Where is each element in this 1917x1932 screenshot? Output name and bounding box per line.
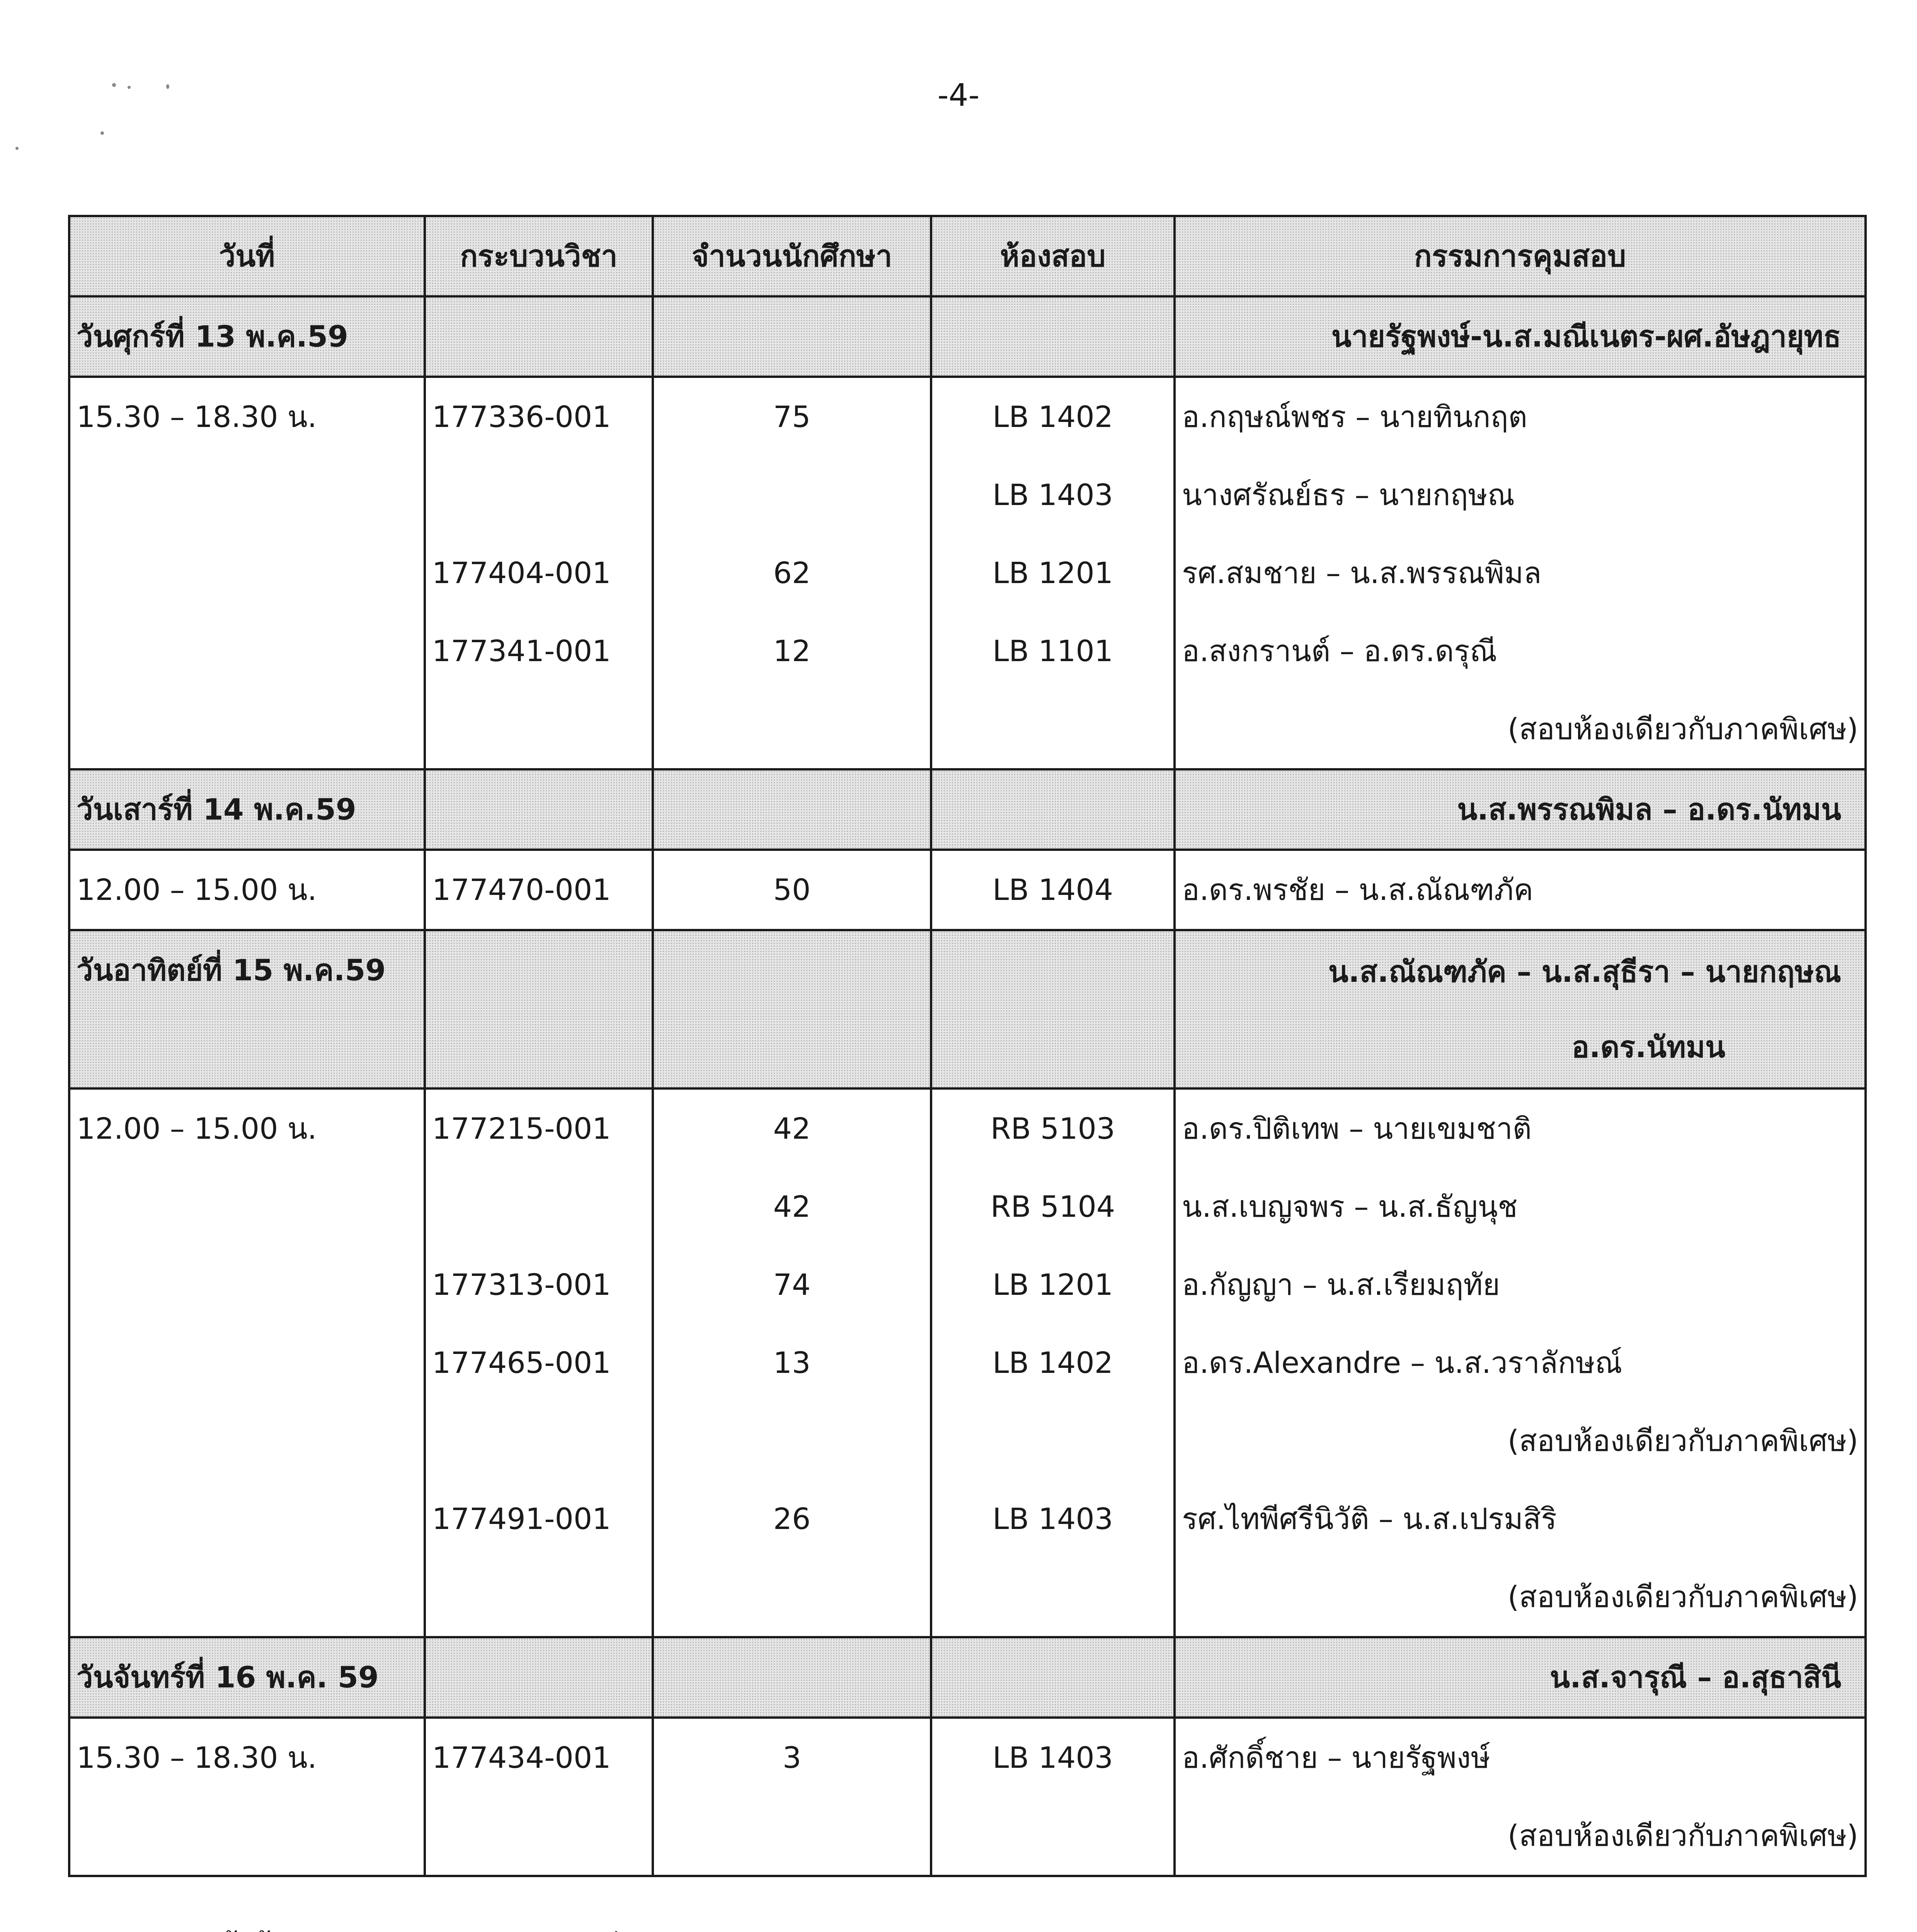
header-students: จำนวนนักศึกษา <box>653 216 931 296</box>
proctors: อ.ดร.Alexandre – น.ส.วราลักษณ์ <box>1175 1324 1866 1402</box>
header-date: วันที่ <box>69 216 425 296</box>
course-code <box>425 1168 653 1246</box>
exam-time: 12.00 – 15.00 น. <box>69 850 425 930</box>
day-label: วันศุกร์ที่ 13 พ.ค.59 <box>69 296 425 377</box>
table-row <box>69 850 1866 930</box>
student-count: 62 <box>653 534 931 612</box>
shared-room-note: (สอบห้องเดียวกับภาคพิเศษ) <box>1175 1402 1866 1480</box>
day-committee-line1: น.ส.ณัณฑภัค – น.ส.สุธีรา – นายกฤษณ <box>1328 954 1841 989</box>
day-row <box>69 1637 1866 1718</box>
day-committee: นายรัฐพงษ์-น.ส.มณีเนตร-ผศ.อัษฎายุทธ <box>1175 296 1866 377</box>
table-row <box>69 456 1866 534</box>
table-row <box>69 612 1866 690</box>
student-count: 26 <box>653 1480 931 1558</box>
student-count: 3 <box>653 1718 931 1797</box>
exam-time <box>69 1246 425 1324</box>
scan-speck <box>128 86 131 89</box>
table-row <box>69 1402 1866 1480</box>
proctors: น.ส.เบญจพร – น.ส.ธัญนุช <box>1175 1168 1866 1246</box>
day-row <box>69 769 1866 850</box>
exam-room: LB 1201 <box>931 1246 1175 1324</box>
table-header-row <box>69 216 1866 296</box>
exam-time <box>69 1324 425 1402</box>
header-room: ห้องสอบ <box>931 216 1175 296</box>
course-code: 177465-001 <box>425 1324 653 1402</box>
scan-speck <box>166 84 169 89</box>
table-row <box>69 1246 1866 1324</box>
exam-schedule-table <box>68 215 1867 1877</box>
student-count: 12 <box>653 612 931 690</box>
day-row <box>69 930 1866 1088</box>
exam-room: LB 1403 <box>931 1718 1175 1797</box>
proctors: นางศรัณย์ธร – นายกฤษณ <box>1175 456 1866 534</box>
scan-speck <box>100 131 104 135</box>
exam-time <box>69 1168 425 1246</box>
exam-room: LB 1101 <box>931 612 1175 690</box>
exam-time: 15.30 – 18.30 น. <box>69 1718 425 1797</box>
exam-room: RB 5103 <box>931 1088 1175 1168</box>
student-count: 75 <box>653 377 931 456</box>
proctors: อ.กฤษณ์พชร – นายทินกฤต <box>1175 377 1866 456</box>
table-row <box>69 1718 1866 1797</box>
shared-room-note: (สอบห้องเดียวกับภาคพิเศษ) <box>1175 1797 1866 1876</box>
exam-time <box>69 612 425 690</box>
day-committee-line2: อ.ดร.นัทมน <box>1571 1030 1725 1064</box>
course-code: 177470-001 <box>425 850 653 930</box>
exam-time: 15.30 – 18.30 น. <box>69 377 425 456</box>
day-label: วันอาทิตย์ที่ 15 พ.ค.59 <box>69 930 425 1088</box>
student-count: 42 <box>653 1088 931 1168</box>
course-code: 177313-001 <box>425 1246 653 1324</box>
table-row <box>69 1168 1866 1246</box>
table-row <box>69 1558 1866 1637</box>
course-code <box>425 456 653 534</box>
scan-speck <box>112 83 116 87</box>
exam-time: 12.00 – 15.00 น. <box>69 1088 425 1168</box>
student-count: 50 <box>653 850 931 930</box>
exam-room: LB 1403 <box>931 1480 1175 1558</box>
table-row <box>69 690 1866 769</box>
proctors: อ.ดร.พรชัย – น.ส.ณัณฑภัค <box>1175 850 1866 930</box>
student-count: 74 <box>653 1246 931 1324</box>
exam-room: LB 1403 <box>931 456 1175 534</box>
table-row <box>69 1480 1866 1558</box>
table-row <box>69 534 1866 612</box>
day-label: วันเสาร์ที่ 14 พ.ค.59 <box>69 769 425 850</box>
day-label: วันจันทร์ที่ 16 พ.ค. 59 <box>69 1637 425 1718</box>
day-committee <box>1175 930 1866 1088</box>
course-code: 177491-001 <box>425 1480 653 1558</box>
day-row <box>69 296 1866 377</box>
student-count: 13 <box>653 1324 931 1402</box>
header-proctors: กรรมการคุมสอบ <box>1175 216 1866 296</box>
exam-room: LB 1201 <box>931 534 1175 612</box>
course-code: 177434-001 <box>425 1718 653 1797</box>
table-row <box>69 377 1866 456</box>
exam-room: LB 1402 <box>931 377 1175 456</box>
student-count: 42 <box>653 1168 931 1246</box>
shared-room-note: (สอบห้องเดียวกับภาคพิเศษ) <box>1175 1558 1866 1637</box>
proctors: อ.ดร.ปิติเทพ – นายเขมชาติ <box>1175 1088 1866 1168</box>
exam-room: RB 5104 <box>931 1168 1175 1246</box>
table-row <box>69 1797 1866 1876</box>
course-code: 177404-001 <box>425 534 653 612</box>
exam-time <box>69 1480 425 1558</box>
course-code: 177215-001 <box>425 1088 653 1168</box>
shared-room-note: (สอบห้องเดียวกับภาคพิเศษ) <box>1175 690 1866 769</box>
proctors: รศ.สมชาย – น.ส.พรรณพิมล <box>1175 534 1866 612</box>
header-course: กระบวนวิชา <box>425 216 653 296</box>
day-committee: น.ส.พรรณพิมล – อ.ดร.นัทมน <box>1175 769 1866 850</box>
table-row <box>69 1324 1866 1402</box>
scan-speck <box>15 147 19 150</box>
page-number: -4- <box>937 77 980 113</box>
student-count <box>653 456 931 534</box>
course-code: 177336-001 <box>425 377 653 456</box>
exam-time <box>69 534 425 612</box>
course-code: 177341-001 <box>425 612 653 690</box>
proctors: อ.ศักดิ์ชาย – นายรัฐพงษ์ <box>1175 1718 1866 1797</box>
table-row <box>69 1088 1866 1168</box>
exam-room: LB 1402 <box>931 1324 1175 1402</box>
exam-room: LB 1404 <box>931 850 1175 930</box>
proctors: อ.สงกรานต์ – อ.ดร.ดรุณี <box>1175 612 1866 690</box>
exam-time <box>69 456 425 534</box>
proctors: รศ.ไทพีศรีนิวัติ – น.ส.เปรมสิริ <box>1175 1480 1866 1558</box>
proctors: อ.กัญญา – น.ส.เรียมฤทัย <box>1175 1246 1866 1324</box>
closing-paragraph-line1 <box>216 1928 1589 1932</box>
day-committee: น.ส.จารุณี – อ.สุธาสินี <box>1175 1637 1866 1718</box>
